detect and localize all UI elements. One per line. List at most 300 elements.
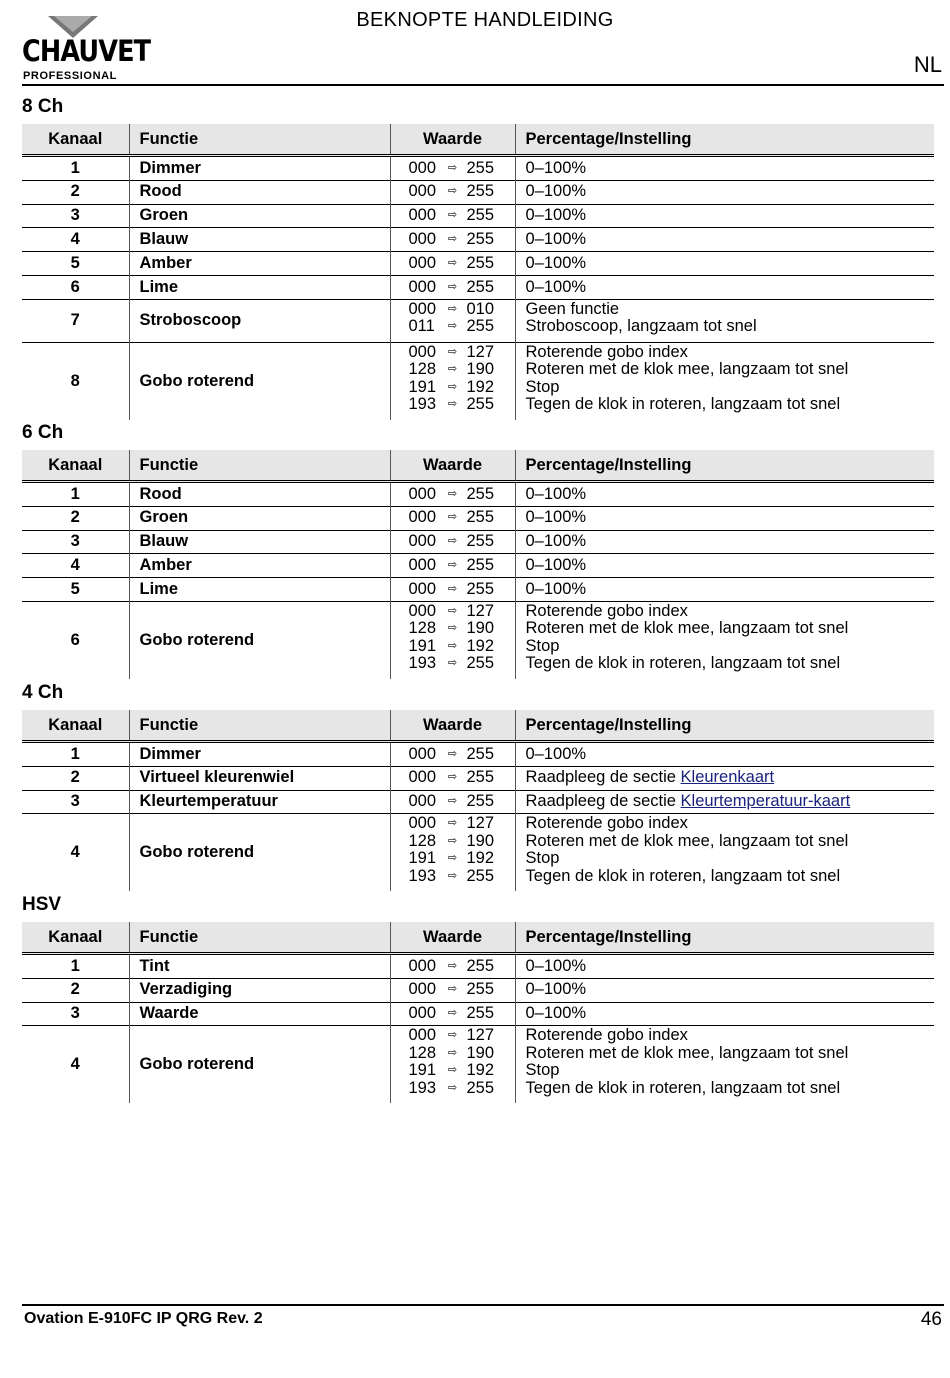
table-row	[22, 978, 934, 1002]
value-range	[409, 620, 515, 638]
channel-number: 1	[70, 158, 80, 177]
channel-number: 2	[22, 180, 129, 204]
range-end: 255	[466, 1078, 495, 1097]
setting-line	[526, 1045, 925, 1063]
channel-value	[390, 530, 515, 554]
range-end: 192	[466, 377, 495, 396]
channel-setting	[515, 482, 934, 507]
page-number: 46	[920, 1309, 942, 1330]
channel-setting	[515, 1002, 934, 1026]
channel-function: Amber	[129, 252, 390, 276]
arrow-right-icon: ⇨	[447, 559, 458, 572]
setting-text: Stop	[525, 849, 560, 868]
range-end: 192	[466, 849, 495, 868]
channel-number: 5	[22, 578, 129, 602]
setting-line	[526, 815, 925, 833]
channel-function: Lime	[129, 578, 390, 602]
channel-function: Stroboscoop	[129, 299, 390, 342]
table-row	[22, 275, 934, 299]
setting-text: 0–100%	[525, 956, 587, 975]
channel-function: Virtueel kleurenwiel	[129, 766, 390, 790]
range-start: 000	[408, 980, 437, 999]
page-title: BEKNOPTE HANDLEIDING	[356, 9, 614, 31]
column-header-percentage: Percentage/Instelling	[515, 922, 934, 954]
channel-function: Dimmer	[129, 156, 390, 181]
section-heading: HSV	[22, 894, 62, 915]
setting-text: 0–100%	[525, 158, 587, 177]
setting-text: 0–100%	[525, 484, 587, 503]
channel-value	[390, 554, 515, 578]
arrow-right-icon: ⇨	[447, 1046, 458, 1059]
value-range	[409, 868, 515, 886]
range-start: 011	[408, 317, 435, 336]
setting-line	[526, 850, 925, 868]
range-start: 000	[408, 158, 437, 177]
arrow-right-icon: ⇨	[447, 1029, 458, 1042]
range-start: 000	[408, 814, 437, 833]
column-header-percentage: Percentage/Instelling	[515, 710, 934, 742]
channel-setting	[515, 228, 934, 252]
channel-number: 4	[22, 1026, 129, 1104]
channel-setting	[515, 1026, 934, 1104]
arrow-right-icon: ⇨	[447, 345, 458, 358]
channel-value	[390, 814, 515, 892]
table-row	[22, 252, 934, 276]
setting-line	[526, 638, 925, 656]
channel-function: Dimmer	[129, 742, 390, 767]
arrow-right-icon: ⇨	[447, 1064, 458, 1077]
range-start: 128	[408, 619, 437, 638]
range-start: 193	[408, 654, 437, 673]
table-row	[22, 342, 934, 420]
value-range	[409, 486, 515, 504]
dmx-channel-table	[22, 124, 934, 420]
channel-function: Waarde	[129, 1002, 390, 1026]
table-row	[22, 482, 934, 507]
setting-text: Roterende gobo index	[525, 342, 688, 361]
table-row	[22, 1002, 934, 1026]
channel-function: Verzadiging	[129, 978, 390, 1002]
table-header-row	[22, 710, 934, 742]
header-divider	[22, 84, 944, 86]
table-row	[22, 530, 934, 554]
range-start: 193	[408, 395, 437, 414]
channel-value	[390, 601, 515, 679]
setting-text: Roterende gobo index	[525, 814, 688, 833]
range-end: 255	[466, 556, 495, 575]
channel-setting	[515, 954, 934, 979]
value-range	[409, 160, 515, 178]
value-range	[409, 301, 515, 319]
value-range	[409, 361, 515, 379]
setting-line	[526, 655, 925, 673]
setting-line	[526, 620, 925, 638]
setting-line	[526, 533, 925, 551]
range-start: 000	[408, 1026, 437, 1045]
arrow-right-icon: ⇨	[447, 622, 458, 635]
logo-subtitle: PROFESSIONAL	[23, 70, 117, 82]
setting-text: Roterende gobo index	[525, 1026, 688, 1045]
range-start: 000	[408, 601, 437, 620]
table-header-row	[22, 450, 934, 482]
setting-text: 0–100%	[525, 744, 587, 763]
channel-number: 2	[22, 766, 129, 790]
range-start: 000	[408, 532, 437, 551]
value-range	[409, 379, 515, 397]
setting-text: Stop	[525, 636, 560, 655]
table-row	[22, 299, 934, 342]
channel-value	[390, 156, 515, 181]
channel-setting	[515, 766, 934, 790]
range-end: 127	[466, 601, 495, 620]
value-range	[409, 638, 515, 656]
table-row	[22, 1026, 934, 1104]
setting-line	[526, 958, 925, 976]
range-start: 193	[408, 866, 437, 885]
arrow-right-icon: ⇨	[447, 604, 458, 617]
table-row	[22, 766, 934, 790]
channel-function: Gobo roterend	[129, 342, 390, 420]
table-row	[22, 554, 934, 578]
setting-line	[526, 557, 925, 575]
setting-line	[526, 486, 925, 504]
channel-number: 3	[22, 530, 129, 554]
dmx-channel-table	[22, 922, 934, 1103]
setting-text: Tegen de klok in roteren, langzaam tot snel	[525, 866, 841, 885]
setting-text: 0–100%	[525, 579, 587, 598]
range-end: 255	[466, 980, 495, 999]
value-range	[409, 1062, 515, 1080]
value-range	[409, 557, 515, 575]
channel-value	[390, 342, 515, 420]
section-reference-link[interactable]: Kleurenkaart	[680, 768, 775, 787]
range-start: 000	[408, 744, 437, 763]
channel-function: Lime	[129, 275, 390, 299]
value-range	[409, 581, 515, 599]
setting-text: Raadpleeg de sectie	[525, 792, 681, 811]
value-range	[409, 958, 515, 976]
table-row	[22, 742, 934, 767]
channel-setting	[515, 156, 934, 181]
channel-value	[390, 299, 515, 342]
arrow-right-icon: ⇨	[447, 639, 458, 652]
channel-setting	[515, 790, 934, 814]
setting-text: Roteren met de klok mee, langzaam tot snel	[525, 1043, 849, 1062]
value-range	[409, 183, 515, 201]
value-range	[409, 344, 515, 362]
value-range	[409, 509, 515, 527]
range-end: 127	[466, 814, 495, 833]
arrow-right-icon: ⇨	[447, 582, 458, 595]
channel-function: Rood	[129, 482, 390, 507]
arrow-right-icon: ⇨	[447, 834, 458, 847]
table-row	[22, 228, 934, 252]
channel-setting	[515, 342, 934, 420]
channel-value	[390, 1002, 515, 1026]
setting-line	[526, 793, 925, 811]
range-end: 255	[466, 158, 495, 177]
setting-line	[526, 255, 925, 273]
table-row	[22, 790, 934, 814]
channel-number: 3	[22, 790, 129, 814]
value-range	[409, 1080, 515, 1098]
channel-number: 2	[22, 506, 129, 530]
column-header-percentage: Percentage/Instelling	[515, 124, 934, 156]
arrow-right-icon: ⇨	[447, 380, 458, 393]
range-start: 191	[408, 636, 437, 655]
column-header-kanaal: Kanaal	[22, 124, 129, 156]
channel-setting	[515, 299, 934, 342]
setting-line	[526, 231, 925, 249]
range-end: 255	[466, 277, 495, 296]
setting-text: Stop	[525, 1061, 560, 1080]
setting-line	[526, 509, 925, 527]
range-start: 128	[408, 360, 437, 379]
setting-text: Raadpleeg de sectie	[525, 768, 681, 787]
channel-value	[390, 790, 515, 814]
channel-value	[390, 180, 515, 204]
setting-text: Roteren met de klok mee, langzaam tot snel	[525, 831, 849, 850]
channel-value	[390, 204, 515, 228]
range-end: 190	[466, 831, 495, 850]
arrow-right-icon: ⇨	[447, 959, 458, 972]
value-range	[409, 850, 515, 868]
channel-value	[390, 954, 515, 979]
column-header-waarde: Waarde	[390, 922, 515, 954]
range-end: 255	[466, 654, 495, 673]
value-range	[409, 231, 515, 249]
channel-value	[390, 766, 515, 790]
setting-line	[526, 279, 925, 297]
value-range	[409, 1045, 515, 1063]
range-start: 000	[408, 792, 437, 811]
channel-number: 6	[22, 275, 129, 299]
channel-setting	[515, 978, 934, 1002]
value-range	[409, 255, 515, 273]
range-end: 255	[466, 792, 495, 811]
range-end: 255	[466, 579, 495, 598]
column-header-kanaal: Kanaal	[22, 450, 129, 482]
channel-value	[390, 578, 515, 602]
setting-line	[526, 981, 925, 999]
channel-number: 2	[22, 978, 129, 1002]
channel-setting	[515, 180, 934, 204]
setting-text: Stroboscoop, langzaam tot snel	[525, 317, 757, 336]
table-row	[22, 506, 934, 530]
range-end: 255	[466, 532, 495, 551]
setting-line	[526, 160, 925, 178]
arrow-right-icon: ⇨	[447, 320, 458, 333]
range-start: 128	[408, 831, 437, 850]
arrow-right-icon: ⇨	[447, 209, 458, 222]
channel-value	[390, 228, 515, 252]
range-start: 000	[408, 1004, 437, 1023]
logo-wordmark: CHAUVET	[22, 34, 151, 68]
channel-setting	[515, 530, 934, 554]
channel-function: Gobo roterend	[129, 601, 390, 679]
column-header-waarde: Waarde	[390, 450, 515, 482]
section-heading: 8 Ch	[22, 96, 64, 117]
setting-text: Roteren met de klok mee, langzaam tot snel	[525, 619, 849, 638]
setting-text: 0–100%	[525, 253, 587, 272]
arrow-right-icon: ⇨	[447, 185, 458, 198]
channel-function: Groen	[129, 204, 390, 228]
range-end: 127	[466, 342, 495, 361]
setting-text: Roteren met de klok mee, langzaam tot snel	[525, 360, 849, 379]
range-start: 000	[408, 556, 437, 575]
setting-line	[526, 207, 925, 225]
setting-line	[526, 1005, 925, 1023]
range-start: 000	[408, 956, 437, 975]
value-range	[409, 603, 515, 621]
range-end: 127	[466, 1026, 495, 1045]
channel-setting	[515, 554, 934, 578]
value-range	[409, 533, 515, 551]
channel-setting	[515, 742, 934, 767]
setting-text: 0–100%	[525, 1004, 587, 1023]
setting-text: Stop	[525, 377, 560, 396]
range-start: 000	[408, 182, 437, 201]
value-range	[409, 769, 515, 787]
setting-line	[526, 769, 925, 787]
channel-number: 3	[22, 204, 129, 228]
setting-line	[526, 603, 925, 621]
range-end: 255	[466, 956, 495, 975]
value-range	[409, 318, 515, 336]
column-header-functie: Functie	[129, 450, 390, 482]
setting-line	[526, 746, 925, 764]
arrow-right-icon: ⇨	[447, 817, 458, 830]
channel-setting	[515, 578, 934, 602]
setting-line	[526, 183, 925, 201]
range-start: 000	[408, 484, 437, 503]
channel-value	[390, 275, 515, 299]
channel-setting	[515, 275, 934, 299]
channel-function: Blauw	[129, 530, 390, 554]
channel-value	[390, 252, 515, 276]
setting-text: 0–100%	[525, 532, 587, 551]
range-end: 255	[466, 317, 495, 336]
range-end: 255	[466, 182, 495, 201]
column-header-functie: Functie	[129, 922, 390, 954]
channel-function: Rood	[129, 180, 390, 204]
arrow-right-icon: ⇨	[447, 487, 458, 500]
range-end: 190	[466, 619, 495, 638]
dmx-channel-table	[22, 450, 934, 679]
range-start: 191	[408, 849, 437, 868]
value-range	[409, 833, 515, 851]
setting-text: Tegen de klok in roteren, langzaam tot snel	[525, 1078, 841, 1097]
range-end: 010	[466, 299, 495, 318]
channel-function: Kleurtemperatuur	[129, 790, 390, 814]
setting-line	[526, 1080, 925, 1098]
range-start: 000	[408, 277, 437, 296]
range-end: 190	[466, 1043, 495, 1062]
arrow-right-icon: ⇨	[447, 657, 458, 670]
setting-text: 0–100%	[525, 508, 587, 527]
channel-number: 4	[22, 814, 129, 892]
value-range	[409, 396, 515, 414]
channel-setting	[515, 814, 934, 892]
setting-text: Tegen de klok in roteren, langzaam tot snel	[525, 654, 841, 673]
table-row	[22, 578, 934, 602]
section-reference-link[interactable]: Kleurtemperatuur-kaart	[680, 792, 851, 811]
range-start: 000	[408, 768, 437, 787]
channel-setting	[515, 252, 934, 276]
column-header-kanaal: Kanaal	[22, 710, 129, 742]
range-end: 255	[466, 395, 495, 414]
table-row	[22, 204, 934, 228]
channel-value	[390, 1026, 515, 1104]
range-end: 192	[466, 636, 495, 655]
table-row	[22, 954, 934, 979]
setting-line	[526, 379, 925, 397]
arrow-right-icon: ⇨	[447, 771, 458, 784]
setting-line	[526, 344, 925, 362]
arrow-right-icon: ⇨	[447, 233, 458, 246]
channel-number: 4	[22, 554, 129, 578]
range-end: 190	[466, 360, 495, 379]
setting-text: 0–100%	[525, 206, 587, 225]
setting-text: 0–100%	[525, 556, 587, 575]
range-start: 128	[408, 1043, 437, 1062]
setting-text: Tegen de klok in roteren, langzaam tot snel	[525, 395, 841, 414]
channel-setting	[515, 506, 934, 530]
channel-function: Gobo roterend	[129, 1026, 390, 1104]
footer-divider	[22, 1304, 944, 1306]
table-header-row	[22, 124, 934, 156]
channel-number: 5	[22, 252, 129, 276]
column-header-waarde: Waarde	[390, 124, 515, 156]
column-header-waarde: Waarde	[390, 710, 515, 742]
channel-function: Blauw	[129, 228, 390, 252]
setting-text: Geen functie	[525, 299, 620, 318]
setting-line	[526, 396, 925, 414]
range-start: 191	[408, 377, 437, 396]
range-start: 193	[408, 1078, 437, 1097]
arrow-right-icon: ⇨	[447, 1007, 458, 1020]
setting-line	[526, 833, 925, 851]
range-start: 000	[408, 508, 437, 527]
arrow-right-icon: ⇨	[447, 161, 458, 174]
setting-text: Roterende gobo index	[525, 601, 688, 620]
arrow-right-icon: ⇨	[447, 795, 458, 808]
channel-number: 1	[70, 484, 80, 503]
column-header-functie: Functie	[129, 124, 390, 156]
channel-number: 3	[22, 1002, 129, 1026]
value-range	[409, 815, 515, 833]
setting-line	[526, 361, 925, 379]
channel-number: 1	[70, 744, 80, 763]
arrow-right-icon: ⇨	[447, 1081, 458, 1094]
channel-value	[390, 742, 515, 767]
value-range	[409, 207, 515, 225]
value-range	[409, 1027, 515, 1045]
range-end: 255	[466, 768, 495, 787]
range-start: 000	[408, 230, 437, 249]
section-heading: 6 Ch	[22, 422, 64, 443]
range-start: 000	[408, 253, 437, 272]
range-start: 191	[408, 1061, 437, 1080]
range-end: 255	[466, 253, 495, 272]
column-header-functie: Functie	[129, 710, 390, 742]
range-start: 000	[408, 299, 437, 318]
channel-value	[390, 482, 515, 507]
arrow-right-icon: ⇨	[447, 852, 458, 865]
channel-number: 7	[22, 299, 129, 342]
range-end: 255	[466, 206, 495, 225]
document-name: Ovation E-910FC IP QRG Rev. 2	[24, 1310, 263, 1327]
